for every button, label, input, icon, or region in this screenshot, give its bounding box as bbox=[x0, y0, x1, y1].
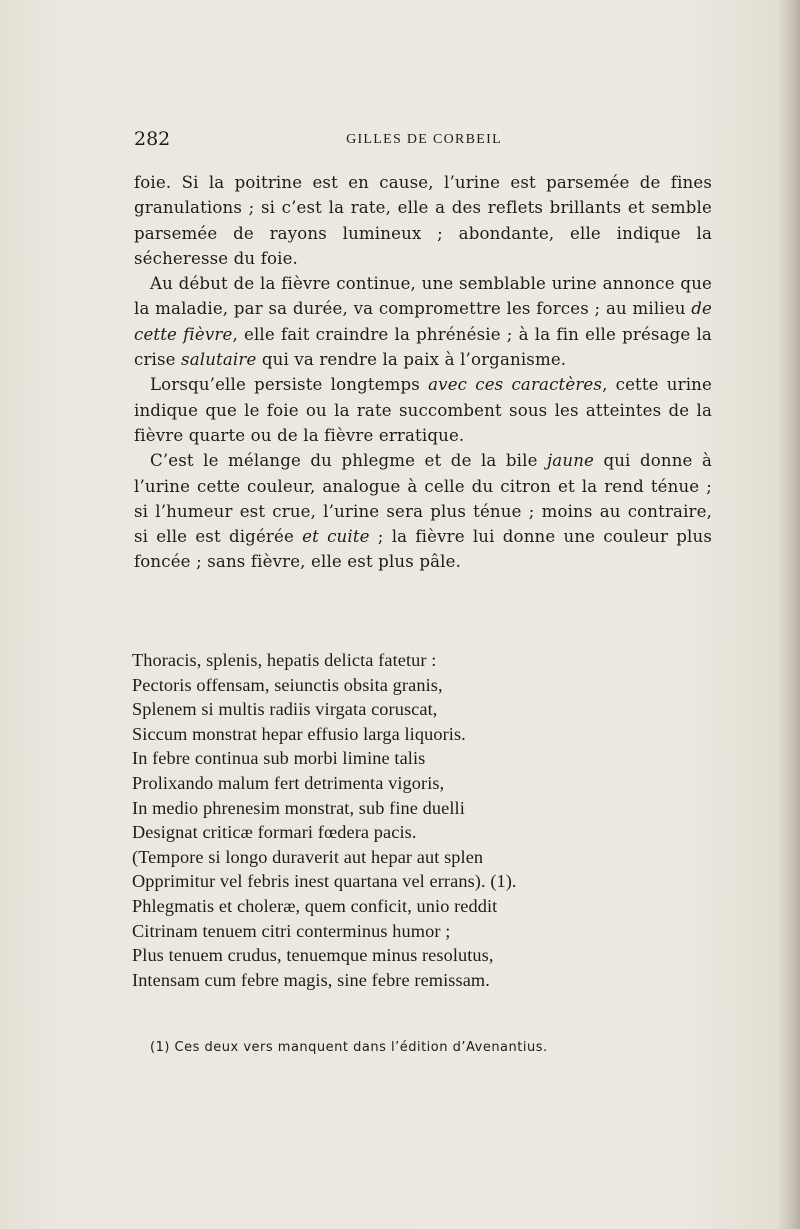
verse-line: Citrinam tenuem citri conterminus humor ; bbox=[132, 920, 451, 941]
page-number: 282 bbox=[134, 128, 171, 150]
verse-line: Plus tenuem crudus, tenuemque minus resolutus, bbox=[132, 945, 494, 966]
verse-line: Opprimitur vel febris inest quartana vel errans). (1). bbox=[132, 871, 517, 892]
verse-line: Pectoris offensam, seiunctis obsita granis, bbox=[132, 674, 443, 695]
verse-line: Splenem si multis radiis virgata coruscat, bbox=[132, 699, 438, 720]
paragraph-3-italic-1: avec ces caractères bbox=[428, 375, 603, 395]
paragraph-3 bbox=[134, 372, 712, 448]
paragraph-2-italic-2: salutaire bbox=[181, 350, 257, 370]
verse-line: Prolixando malum fert detrimenta vigoris, bbox=[132, 772, 445, 793]
paragraph-2-text-a: Au début de la fièvre continue, une semblable urine annonce que la maladie, par sa durée, va compromettre les forces ; au milieu bbox=[134, 274, 712, 319]
verse-line: Intensam cum febre magis, sine febre remissam. bbox=[132, 969, 490, 990]
latin-verse bbox=[132, 648, 692, 992]
paragraph-1 bbox=[134, 170, 712, 271]
page-header bbox=[134, 128, 714, 158]
footnote: (1) Ces deux vers manquent dans l’édition d’Avenantius. bbox=[150, 1040, 548, 1055]
paragraph-3-text-b: , cette urine indique que le foie ou la rate succombent sous les atteintes de la fièvre quarte ou de la fièvre erratique. bbox=[134, 375, 712, 445]
verse-line: (Tempore si longo duraverit aut hepar aut splen bbox=[132, 846, 484, 867]
paragraph-2-italic-1: de cette fièvre bbox=[134, 299, 712, 344]
paragraph-2-text-b: , elle fait craindre la phrénésie ; à la fin elle présage la crise bbox=[134, 324, 712, 370]
prose-text bbox=[134, 170, 712, 575]
paragraph-4-italic-1: jaune bbox=[547, 451, 594, 471]
verse-line: Phlegmatis et choleræ, quem conficit, unio reddit bbox=[132, 895, 498, 916]
verse-line: Designat criticæ formari fœdera pacis. bbox=[132, 822, 417, 843]
verse-line: Thoracis, splenis, hepatis delicta fatetur : bbox=[132, 650, 437, 670]
page-edge-shadow bbox=[778, 0, 800, 1229]
paragraph-1-text: foie. Si la poitrine est en cause, l’urine est parsemée de fines granulations ; si c’est la rate, elle a des reflets brillants et semble parsemée de rayons lumineux ; abondante, elle indique la sécheresse du foie. bbox=[134, 173, 712, 268]
running-title: GILLES DE CORBEIL bbox=[346, 132, 502, 147]
paragraph-2 bbox=[134, 271, 712, 372]
verse-line: Siccum monstrat hepar effusio larga liquoris. bbox=[132, 723, 466, 744]
paragraph-2-text-c: qui va rendre la paix à l’organisme. bbox=[256, 350, 567, 370]
paragraph-4 bbox=[134, 448, 712, 574]
paragraph-4-italic-2: et cuite bbox=[302, 527, 370, 547]
paragraph-4-text-b: qui donne à l’urine cette couleur, analogue à celle du citron et la rend ténue ; si l’humeur est crue, l’urine sera plus ténue ; moins au contraire, si elle est digérée bbox=[134, 451, 712, 547]
verse-line: In medio phrenesim monstrat, sub fine duelli bbox=[132, 797, 465, 818]
paragraph-3-text-a: Lorsqu’elle persiste longtemps bbox=[150, 375, 429, 395]
verse-line: In febre continua sub morbi limine talis bbox=[132, 748, 426, 769]
paragraph-4-text-c: ; la fièvre lui donne une couleur plus foncée ; sans fièvre, elle est plus pâle. bbox=[134, 527, 713, 572]
paragraph-4-text-a: C’est le mélange du phlegme et de la bile bbox=[150, 451, 548, 471]
